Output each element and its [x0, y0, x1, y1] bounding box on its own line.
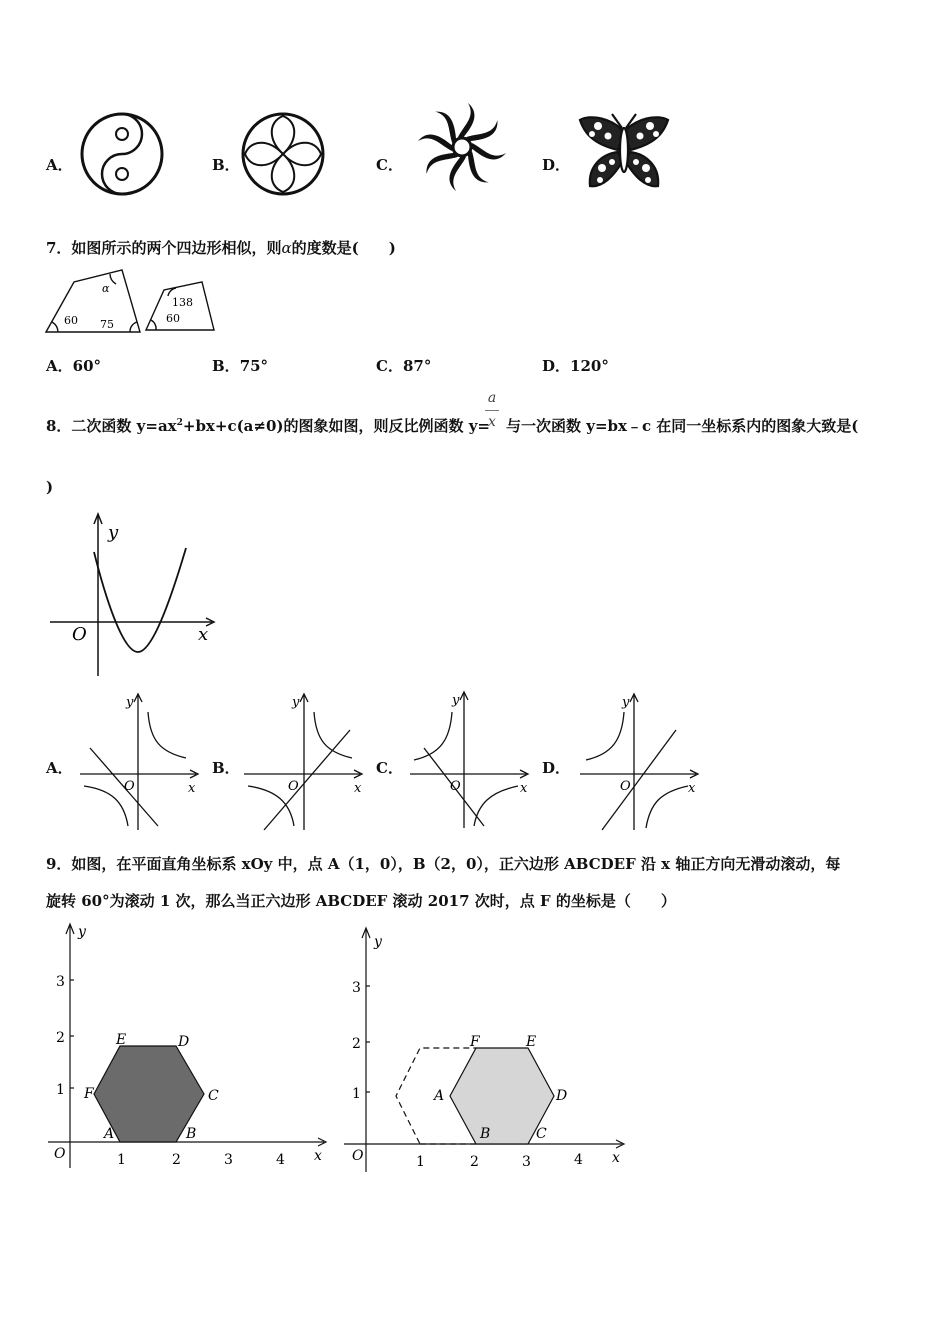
q9-fig2-ytick-2: 2 — [352, 1036, 361, 1052]
q8-superscript: 2 — [176, 418, 183, 428]
q9-fig1-vertex-a: A — [104, 1126, 115, 1142]
q9-fig2-y-label: y — [374, 934, 382, 950]
q9-fig1-xtick-1: 1 — [117, 1152, 126, 1168]
q6-option-c-letter: C． — [376, 156, 403, 174]
q9-fig2-origin: O — [352, 1148, 364, 1164]
q7-stem-suffix: 的度数是( ) — [291, 239, 396, 257]
q7-alpha: α — [281, 239, 292, 257]
q8-a-x: x — [188, 781, 196, 796]
q7-stem — [46, 237, 396, 258]
q9-fig2-xtick-1: 1 — [416, 1154, 425, 1170]
q8-stem-part1: 8．二次函数 y=ax — [46, 417, 177, 435]
q9-fig2-xtick-3: 3 — [522, 1154, 531, 1170]
q9-stem-line2: 旋转 60°为滚动 1 次，那么当正六边形 ABCDEF 滚动 2017 次时，点 F 的坐标是（ ） — [46, 892, 676, 910]
q8-option-b-letter: B． — [212, 759, 240, 777]
q8-stem — [46, 415, 858, 436]
q8-option-c-graph — [406, 688, 536, 830]
butterfly-icon — [572, 110, 676, 198]
q9-fig1-x-label: x — [314, 1148, 322, 1164]
q8-fraction-numerator: a — [487, 390, 497, 406]
q9-fig1-vertex-b: B — [186, 1126, 197, 1142]
q8-parabola-figure — [48, 512, 220, 678]
q8-fraction-bar — [485, 410, 499, 411]
taiji-icon — [76, 110, 168, 198]
q8-option-a-graph — [76, 690, 206, 832]
q9-fig1-vertex-d: D — [178, 1034, 190, 1050]
q7-stem-prefix: 7．如图所示的两个四边形相似，则 — [46, 239, 282, 257]
q8-main-y-label: y — [108, 522, 119, 543]
q7-label-60-small: 60 — [166, 312, 180, 325]
q7-answer-b: B．75° — [212, 357, 269, 375]
q9-fig1-vertex-f: F — [84, 1086, 94, 1102]
q9-figure-1 — [44, 920, 334, 1170]
q8-stem-part2: +bx+c(a≠0)的图象如图，则反比例函数 y= — [182, 417, 491, 435]
q7-label-alpha: α — [102, 282, 110, 295]
q7-answer-d: D．120° — [542, 357, 609, 375]
q8-main-x-label: x — [198, 624, 209, 645]
q8-c-x: x — [520, 781, 528, 796]
q9-fig2-vertex-b: B — [480, 1126, 491, 1142]
q8-option-d-graph — [576, 690, 706, 832]
q8-a-y: y — [126, 695, 134, 710]
q8-stem-part3: 与一次函数 y=bx﹣c 在同一坐标系内的图象大致是( — [506, 417, 859, 435]
four-petal-icon — [238, 110, 330, 198]
q9-fig1-vertex-c: C — [208, 1088, 219, 1104]
q9-fig1-ytick-2: 2 — [56, 1030, 65, 1046]
q8-main-origin-label: O — [72, 624, 87, 645]
q9-fig2-vertex-e: E — [526, 1034, 537, 1050]
q9-fig1-xtick-3: 3 — [224, 1152, 233, 1168]
q9-fig2-xtick-4: 4 — [574, 1152, 583, 1168]
q6-option-a-letter: A． — [46, 156, 73, 174]
q8-a-o: O — [124, 779, 135, 794]
q8-c-y: y — [452, 693, 460, 708]
q9-fig2-x-label: x — [612, 1150, 620, 1166]
q9-fig1-vertex-e: E — [116, 1032, 127, 1048]
q9-fig2-ytick-1: 1 — [352, 1086, 361, 1102]
flower-icon — [410, 100, 514, 196]
q9-fig1-xtick-4: 4 — [276, 1152, 285, 1168]
q9-fig1-origin: O — [54, 1146, 66, 1162]
q8-c-o: O — [450, 779, 461, 794]
q9-fig1-y-label: y — [78, 924, 86, 940]
q9-fig2-vertex-a: A — [434, 1088, 445, 1104]
q9-fig2-vertex-f: F — [470, 1034, 480, 1050]
q8-b-x: x — [354, 781, 362, 796]
q8-stem-close: ) — [46, 478, 54, 496]
q8-option-c-letter: C． — [376, 759, 403, 777]
q9-stem-line1: 9．如图，在平面直角坐标系 xOy 中，点 A（1，0），B（2，0），正六边形 ABCDEF 沿 x 轴正方向无滑动滚动，每 — [46, 855, 841, 873]
q8-b-y: y — [292, 695, 300, 710]
q8-b-o: O — [288, 779, 299, 794]
q7-quad-large — [46, 270, 140, 332]
q7-quadrilaterals-figure — [44, 262, 224, 338]
q8-fraction-denominator: x — [488, 414, 496, 430]
q9-fig1-ytick-1: 1 — [56, 1082, 65, 1098]
q7-label-75: 75 — [100, 318, 114, 331]
q7-label-138: 138 — [172, 296, 193, 309]
q7-label-60-large: 60 — [64, 314, 78, 327]
q9-fig2-xtick-2: 2 — [470, 1154, 479, 1170]
q6-option-b-letter: B． — [212, 156, 240, 174]
q9-fig2-ytick-3: 3 — [352, 980, 361, 996]
q8-option-b-graph — [240, 690, 370, 832]
q9-fig1-xtick-2: 2 — [172, 1152, 181, 1168]
q9-fig2-vertex-d: D — [556, 1088, 568, 1104]
q8-option-d-letter: D． — [542, 759, 571, 777]
q9-fig1-ytick-3: 3 — [56, 974, 65, 990]
q7-answer-c: C．87° — [376, 357, 432, 375]
q8-d-o: O — [620, 779, 631, 794]
q8-d-y: y — [622, 695, 630, 710]
q9-fig2-vertex-c: C — [536, 1126, 547, 1142]
q8-d-x: x — [688, 781, 696, 796]
q6-option-d-letter: D． — [542, 156, 571, 174]
q7-answer-a: A．60° — [46, 357, 102, 375]
q9-figure-2 — [340, 924, 630, 1174]
q8-option-a-letter: A． — [46, 759, 73, 777]
